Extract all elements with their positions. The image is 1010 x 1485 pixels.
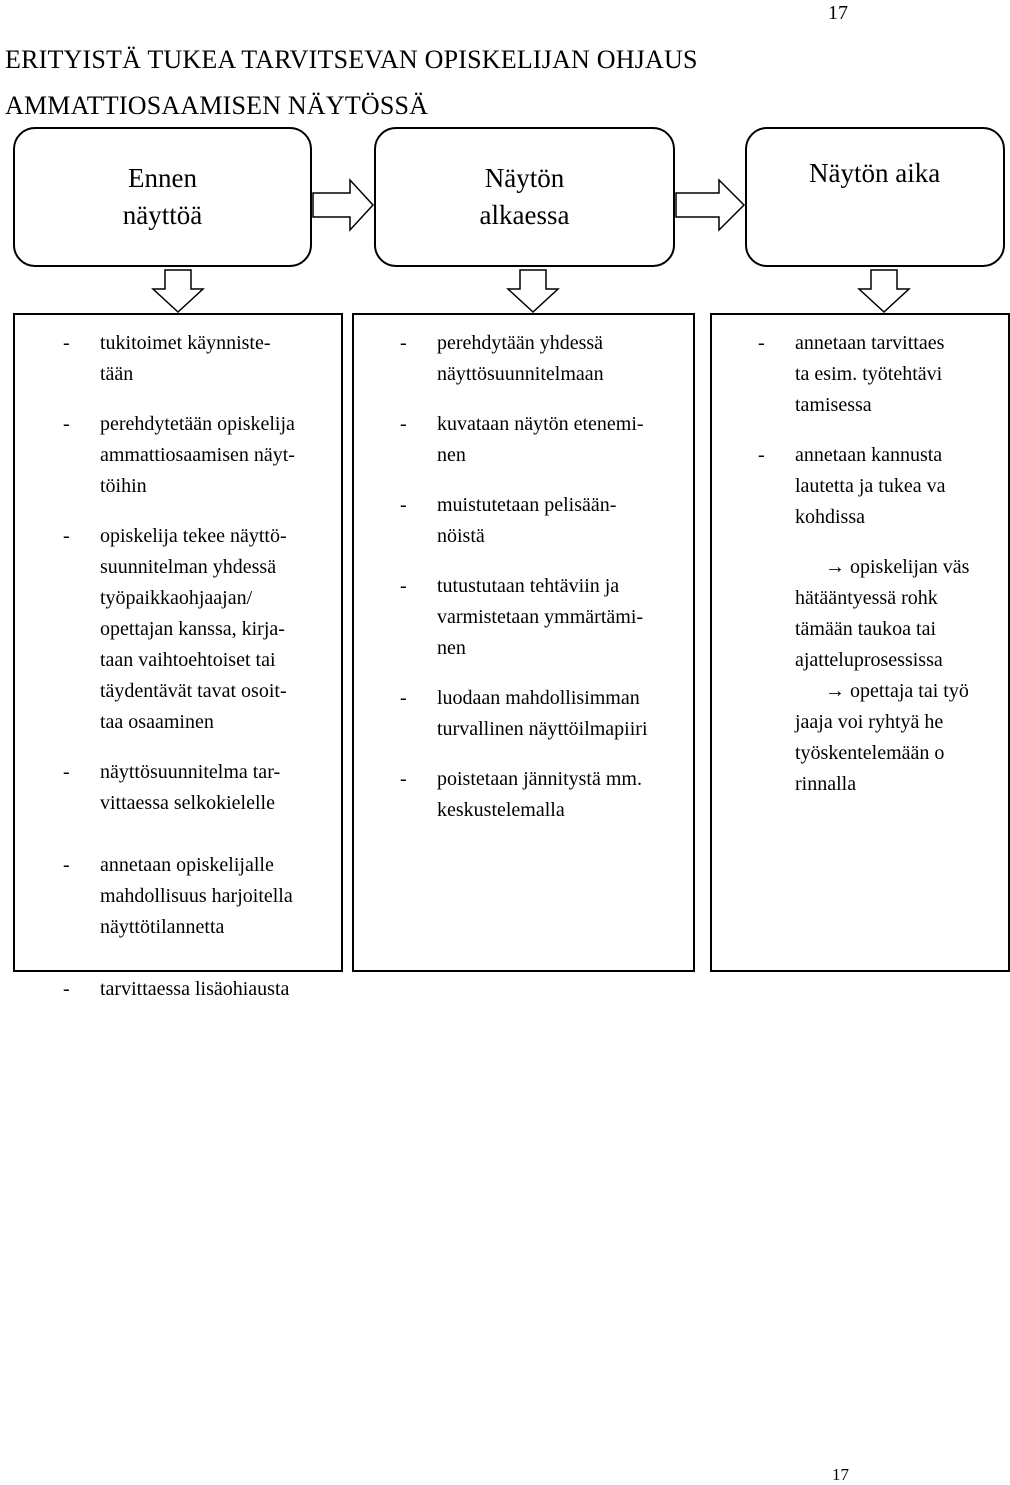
item-line: lautetta ja tukea va: [795, 475, 946, 497]
item-line: työpaikkaohjaajan/: [100, 587, 253, 609]
list-item: [63, 409, 341, 502]
bullet-dash: -: [63, 525, 70, 547]
bullet-dash: -: [758, 332, 765, 354]
item-line: näyttösuunnitelmaan: [437, 363, 604, 385]
content-box-demo-start: [352, 313, 695, 972]
note-line: tämään taukoa tai: [795, 618, 937, 640]
phase-label-line: Näytön aika: [809, 158, 941, 188]
phase-box-before-demo: [13, 127, 312, 267]
item-line: annetaan opiskelijalle: [100, 854, 274, 876]
bullet-dash: -: [63, 978, 70, 1000]
note-line: → opiskelijan väs: [825, 556, 970, 578]
title-line-2: AMMATTIOSAAMISEN NÄYTÖSSÄ: [5, 91, 429, 120]
list-item: [63, 757, 341, 819]
phase-label-line: Näytön: [484, 163, 565, 193]
item-line: luodaan mahdollisimman: [437, 687, 640, 709]
list-item: [400, 571, 693, 664]
down-arrow-icon: [858, 269, 910, 313]
bullet-dash: -: [400, 575, 407, 597]
item-line: näyttötilannetta: [100, 916, 225, 938]
list-item: [63, 974, 341, 1005]
item-line: nen: [437, 637, 466, 659]
item-line: kuvataan näytön etenemi-: [437, 413, 644, 435]
bullet-dash: -: [400, 768, 407, 790]
item-line: tään: [100, 363, 134, 385]
content-box-during-demo: [710, 313, 1010, 972]
item-line: varmistetaan ymmärtämi-: [437, 606, 644, 628]
item-line: tutustutaan tehtäviin ja: [437, 575, 620, 597]
bullet-dash: -: [400, 687, 407, 709]
note-line: jaaja voi ryhtyä he: [795, 711, 944, 733]
bullet-dash: -: [63, 854, 70, 876]
item-line: opiskelija tekee näyttö-: [100, 525, 287, 547]
phase-label-line: alkaessa: [479, 200, 570, 230]
item-line: taa osaaminen: [100, 711, 214, 733]
item-line: tukitoimet käynniste-: [100, 332, 271, 354]
item-line: vittaessa selkokielelle: [100, 792, 275, 814]
list-item: [400, 683, 693, 745]
list-item: [63, 850, 341, 943]
item-line: opettajan kanssa, kirja-: [100, 618, 285, 640]
item-line: nen: [437, 444, 466, 466]
item-line: taan vaihtoehtoiset tai: [100, 649, 276, 671]
list-item: [63, 328, 341, 390]
phase-label-line: Ennen: [128, 163, 197, 193]
list-item: [400, 328, 693, 390]
list-item: [400, 490, 693, 552]
bullet-dash: -: [63, 761, 70, 783]
item-line: perehdytetään opiskelija: [100, 413, 295, 435]
note-line: rinnalla: [795, 773, 857, 795]
item-line: mahdollisuus harjoitella: [100, 885, 293, 907]
phase-label-line: näyttöä: [122, 200, 203, 230]
list-item: [63, 521, 341, 738]
item-line: annetaan tarvittaes: [795, 332, 945, 354]
bullet-dash: -: [400, 332, 407, 354]
item-line: turvallinen näyttöilmapiiri: [437, 718, 648, 740]
content-box-before-demo: [13, 313, 343, 1000]
bullet-dash: -: [400, 413, 407, 435]
page-number-bottom: 17: [832, 1465, 849, 1484]
title-line-1: ERITYISTÄ TUKEA TARVITSEVAN OPISKELIJAN OHJAUS: [5, 45, 698, 74]
item-line: ammattiosaamisen näyt-: [100, 444, 295, 466]
item-line: näyttösuunnitelma tar-: [100, 761, 281, 783]
right-arrow-icon: [312, 179, 374, 231]
bullet-dash: -: [63, 332, 70, 354]
item-line: ta esim. työtehtävi: [795, 363, 943, 385]
item-line: muistutetaan pelisään-: [437, 494, 617, 516]
note-line: ajatteluprosessissa: [795, 649, 943, 671]
list-item: [400, 764, 693, 826]
note-line: työskentelemään o: [795, 742, 945, 764]
item-line: annetaan kannusta: [795, 444, 943, 466]
item-line: poistetaan jännitystä mm.: [437, 768, 642, 790]
down-arrow-icon: [152, 269, 204, 313]
bullet-dash: -: [758, 444, 765, 466]
note-line: → opettaja tai työ: [825, 680, 969, 702]
right-arrow-icon: [675, 179, 745, 231]
item-line: suunnitelman yhdessä: [100, 556, 277, 578]
page-number-top: 17: [828, 2, 848, 24]
down-arrow-icon: [507, 269, 559, 313]
item-line: perehdytään yhdessä: [437, 332, 604, 354]
item-line: kohdissa: [795, 506, 865, 528]
list-item: [758, 328, 1008, 421]
list-item: [400, 409, 693, 471]
item-line: tarvittaessa lisäohiausta: [100, 978, 290, 1000]
item-line: töihin: [100, 475, 147, 497]
phase-box-during-demo: [745, 127, 1005, 267]
page-title: [5, 37, 698, 129]
item-line: nöistä: [437, 525, 485, 547]
phase-box-demo-start: [374, 127, 675, 267]
item-line: täydentävät tavat osoit-: [100, 680, 287, 702]
item-line: tamisessa: [795, 394, 872, 416]
bullet-dash: -: [63, 413, 70, 435]
arrow-note: [758, 676, 1008, 800]
note-line: hätääntyessä rohk: [795, 587, 938, 609]
list-item: [758, 440, 1008, 533]
arrow-note: [758, 552, 1008, 676]
bullet-dash: -: [400, 494, 407, 516]
item-line: keskustelemalla: [437, 799, 565, 821]
